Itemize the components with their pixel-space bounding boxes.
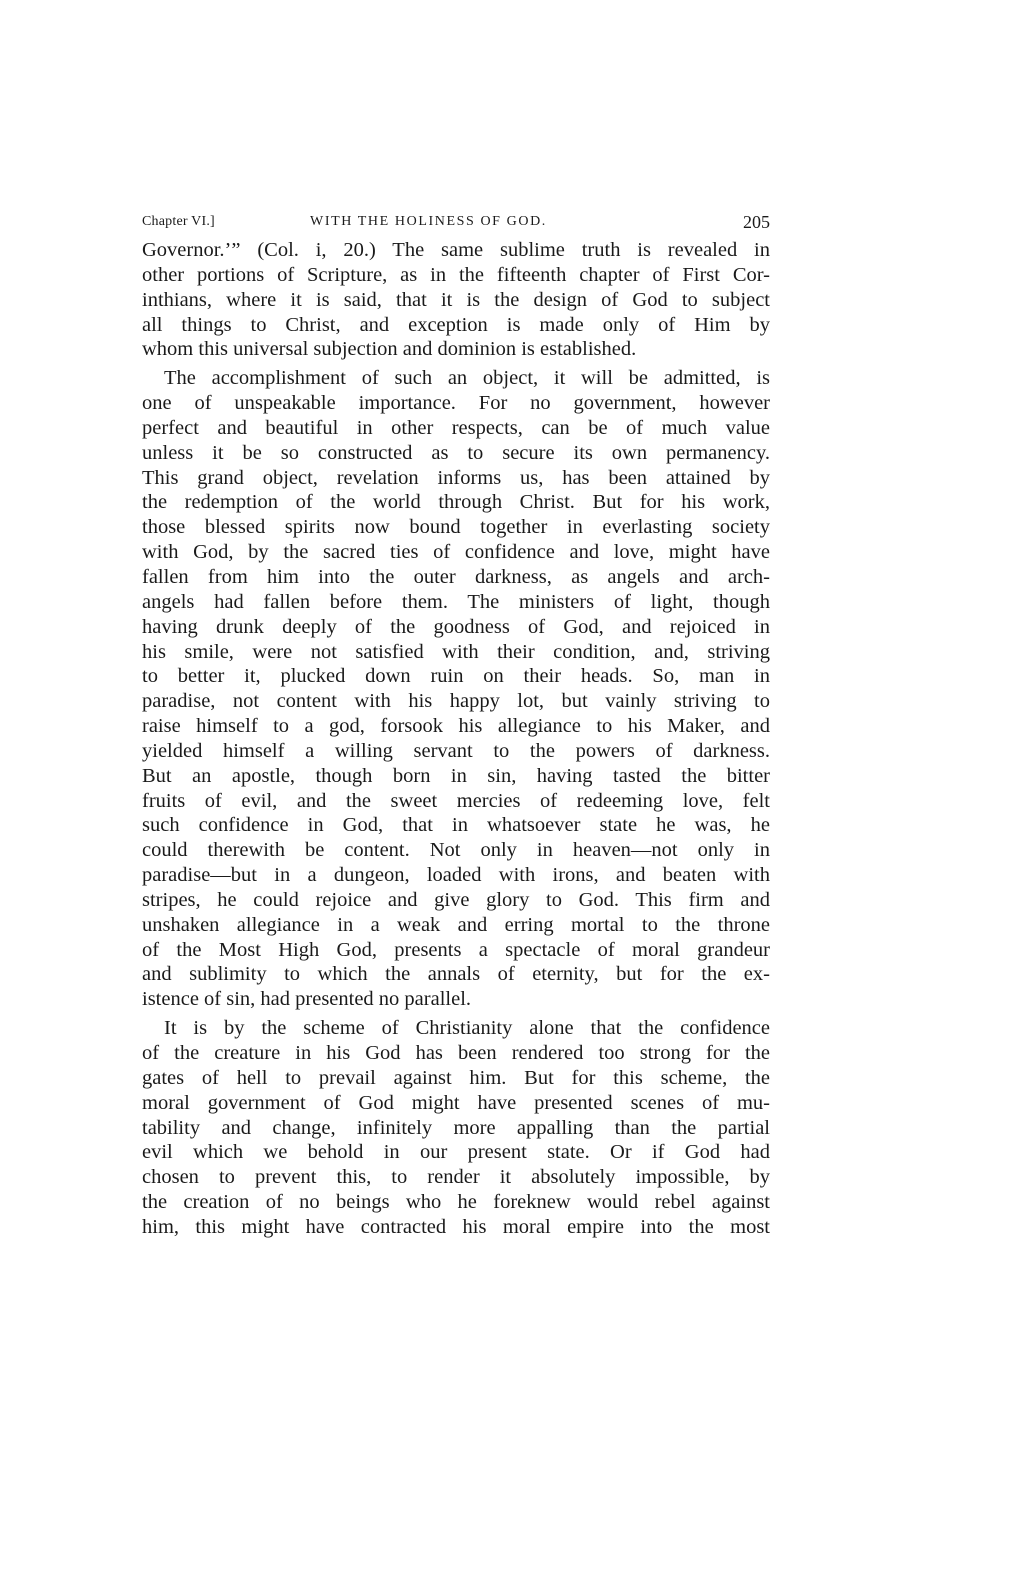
text-line: istence of sin, had presented no parallel. bbox=[142, 988, 472, 1011]
text-line: whom this universal subjection and dominion is established. bbox=[142, 338, 637, 361]
text-line: could therewith be content. Not only in heaven—not only in bbox=[142, 839, 770, 862]
running-head bbox=[142, 212, 770, 236]
text-line: gates of hell to prevail against him. But for this scheme, the bbox=[142, 1066, 770, 1089]
text-line: yielded himself a willing servant to the powers of darkness. bbox=[142, 739, 770, 762]
text-line: angels had fallen before them. The ministers of light, though bbox=[142, 590, 770, 613]
text-line: having drunk deeply of the goodness of God, and rejoiced in bbox=[142, 615, 770, 638]
text-line: fallen from him into the outer darkness, as angels and arch- bbox=[142, 565, 770, 588]
text-line: such confidence in God, that in whatsoever state he was, he bbox=[142, 814, 770, 837]
text-line: evil which we behold in our present state. Or if God had bbox=[142, 1141, 770, 1164]
text-line: his smile, were not satisfied with their condition, and, striving bbox=[142, 640, 770, 663]
text-line: with God, by the sacred ties of confidence and love, might have bbox=[142, 541, 770, 564]
text-line: and sublimity to which the annals of eternity, but for the ex- bbox=[142, 963, 770, 986]
text-line: moral government of God might have presented scenes of mu- bbox=[142, 1091, 770, 1114]
text-line: of the Most High God, presents a spectacle of moral grandeur bbox=[142, 938, 770, 961]
text-line: fruits of evil, and the sweet mercies of redeeming love, felt bbox=[142, 789, 770, 812]
text-line: inthians, where it is said, that it is the design of God to subject bbox=[142, 288, 770, 311]
text-line: stripes, he could rejoice and give glory to God. This firm and bbox=[142, 888, 770, 911]
text-line: This grand object, revelation informs us, has been attained by bbox=[142, 466, 770, 489]
running-title: WITH THE HOLINESS OF GOD. bbox=[310, 214, 547, 229]
text-line: to better it, plucked down ruin on their heads. So, man in bbox=[142, 665, 770, 688]
text-line: The accomplishment of such an object, it will be admitted, is bbox=[164, 367, 770, 390]
text-line: paradise—but in a dungeon, loaded with irons, and beaten with bbox=[142, 864, 770, 887]
chapter-label: Chapter VI.] bbox=[142, 214, 215, 229]
text-line: raise himself to a god, forsook his allegiance to his Maker, and bbox=[142, 715, 770, 738]
text-line: of the creature in his God has been rendered too strong for the bbox=[142, 1042, 770, 1064]
page-number: 205 bbox=[743, 212, 770, 232]
text-line: tability and change, infinitely more appalling than the partial bbox=[142, 1116, 770, 1139]
text-line: It is by the scheme of Christianity alone that the confidence bbox=[164, 1017, 770, 1040]
text-line: Governor.’” (Col. i, 20.) The same sublime truth is revealed in bbox=[142, 239, 770, 261]
text-line: But an apostle, though born in sin, having tasted the bitter bbox=[142, 764, 770, 787]
text-line: him, this might have contracted his moral empire into the most bbox=[142, 1215, 770, 1238]
text-line: all things to Christ, and exception is made only of Him by bbox=[142, 313, 770, 336]
text-line: the redemption of the world through Christ. But for his work, bbox=[142, 491, 770, 514]
text-line: unshaken allegiance in a weak and erring mortal to the throne bbox=[142, 913, 770, 936]
text-line: unless it be so constructed as to secure its own permanency. bbox=[142, 441, 770, 464]
text-line: other portions of Scripture, as in the fifteenth chapter of First Cor- bbox=[142, 263, 770, 286]
text-line: perfect and beautiful in other respects, can be of much value bbox=[142, 416, 770, 439]
text-line: paradise, not content with his happy lot, but vainly striving to bbox=[142, 690, 770, 713]
body-text bbox=[142, 238, 770, 1240]
text-line: one of unspeakable importance. For no government, however bbox=[142, 392, 770, 415]
text-line: chosen to prevent this, to render it absolutely impossible, by bbox=[142, 1166, 770, 1189]
text-line: those blessed spirits now bound together in everlasting society bbox=[142, 516, 770, 539]
text-line: the creation of no beings who he foreknew would rebel against bbox=[142, 1191, 770, 1214]
